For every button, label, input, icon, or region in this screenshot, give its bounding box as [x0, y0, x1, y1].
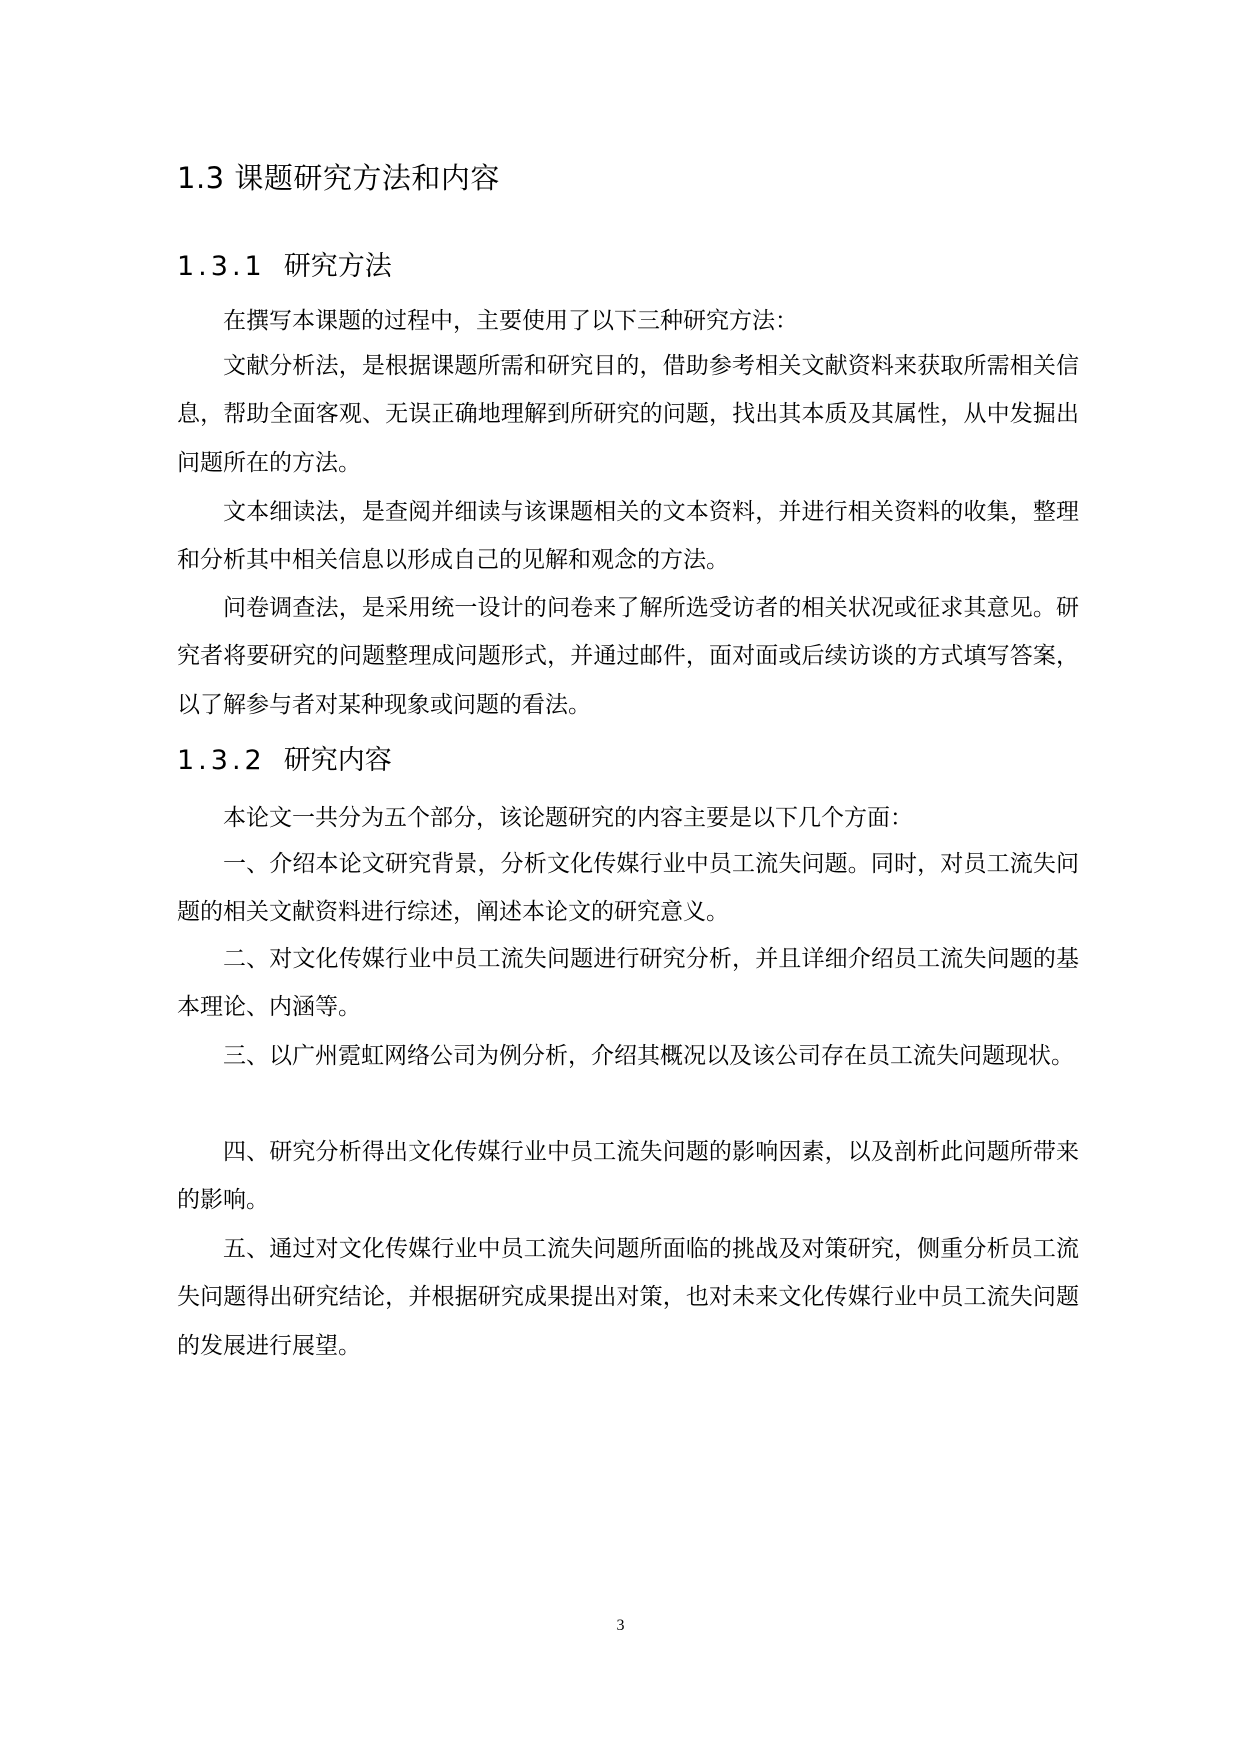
subsection-number: 1.3.2 — [177, 745, 266, 776]
subsection-heading-methods — [177, 248, 392, 286]
page-number: 3 — [616, 1617, 625, 1634]
content-paragraph: 五、通过对文化传媒行业中员工流失问题所面临的挑战及对策研究，侧重分析员工流失问题得出研究结论，并根据研究成果提出对策，也对未来文化传媒行业中员工流失问题的发展进行展望。 — [177, 1236, 1079, 1359]
methods-paragraph: 文献分析法，是根据课题所需和研究目的，借助参考相关文献资料来获取所需相关信息，帮助全面客观、无误正确地理解到所研究的问题，找出其本质及其属性，从中发掘出问题所在的方法。 — [177, 353, 1079, 476]
section-heading: 1.3 课题研究方法和内容 — [177, 161, 500, 195]
content-paragraph: 本论文一共分为五个部分，该论题研究的内容主要是以下几个方面： — [223, 805, 913, 831]
methods-paragraph: 在撰写本课题的过程中，主要使用了以下三种研究方法： — [223, 308, 798, 334]
content-paragraph: 三、以广州霓虹网络公司为例分析，介绍其概况以及该公司存在员工流失问题现状。 — [223, 1043, 1074, 1069]
subsection-number: 1.3.1 — [177, 251, 266, 282]
subsection-title: 研究方法 — [283, 251, 392, 282]
content-paragraph: 四、研究分析得出文化传媒行业中员工流失问题的影响因素，以及剖析此问题所带来的影响。 — [177, 1139, 1079, 1214]
content-paragraph: 二、对文化传媒行业中员工流失问题进行研究分析，并且详细介绍员工流失问题的基本理论、内涵等。 — [177, 946, 1079, 1021]
content-paragraph: 一、介绍本论文研究背景，分析文化传媒行业中员工流失问题。同时，对员工流失问题的相关文献资料进行综述，阐述本论文的研究意义。 — [177, 851, 1079, 926]
subsection-heading-content — [177, 742, 392, 780]
subsection-title: 研究内容 — [283, 745, 392, 776]
methods-paragraph: 问卷调查法，是采用统一设计的问卷来了解所选受访者的相关状况或征求其意见。研究者将要研究的问题整理成问题形式，并通过邮件，面对面或后续访谈的方式填写答案，以了解参与者对某种现象或问题的看法。 — [177, 595, 1079, 718]
methods-paragraph: 文本细读法，是查阅并细读与该课题相关的文本资料，并进行相关资料的收集，整理和分析其中相关信息以形成自己的见解和观念的方法。 — [177, 499, 1079, 574]
